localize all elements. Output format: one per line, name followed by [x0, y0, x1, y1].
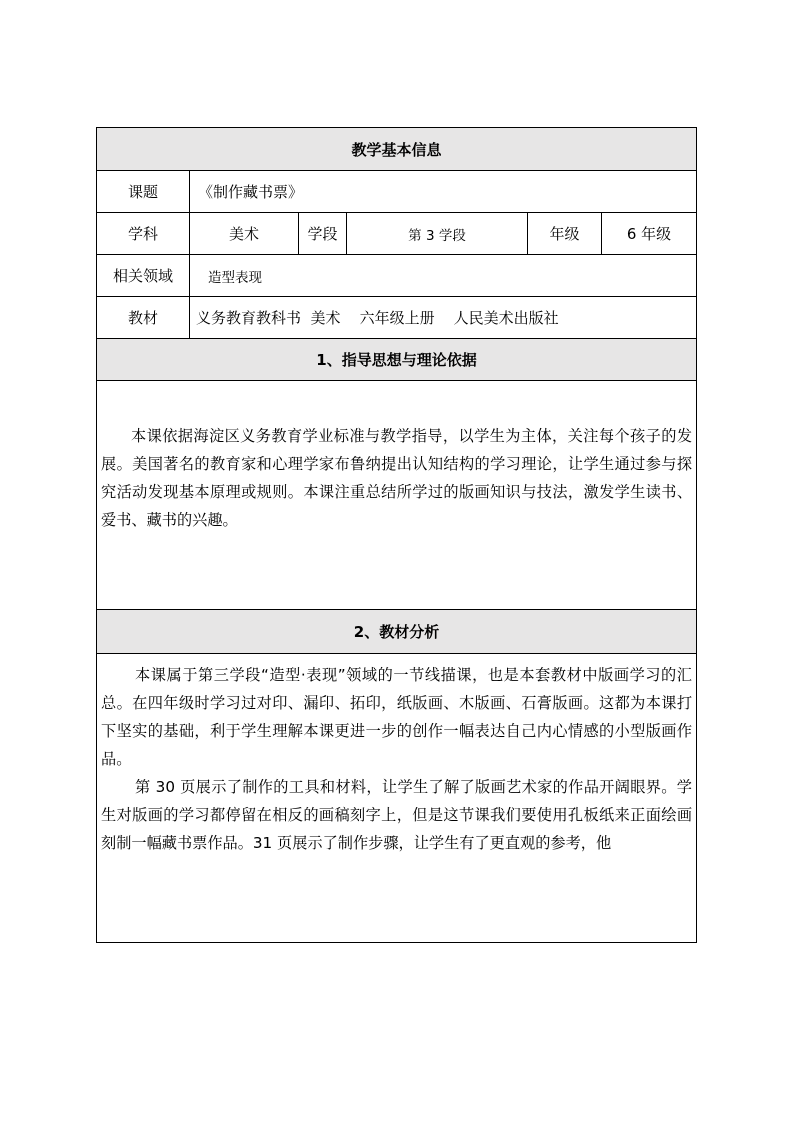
lesson-info-table: [96, 127, 697, 943]
textbook-row: [97, 297, 696, 339]
section2-heading: 2、教材分析: [97, 610, 696, 654]
textbook-label: 教材: [127, 309, 158, 327]
subject-label: 学科: [127, 225, 158, 243]
section2-paragraph-2: 第 30 页展示了制作的工具和材料，让学生了解了版画艺术家的作品开阔眼界。学生对版画的学习都停留在相反的画稿刻字上，但是这节课我们要使用孔板纸来正面绘画刻制一幅藏书票作品。31 页展示了制作步骤，让学生有了更直观的参考，他: [101, 778, 692, 852]
grade-label: 年级: [527, 213, 601, 254]
stage-value: 第 3 学段: [346, 213, 527, 254]
domain-value: 造型表现: [189, 255, 696, 296]
subject-row: [97, 213, 696, 255]
section2-body: [97, 654, 696, 942]
domain-label: 相关领域: [112, 267, 173, 285]
table-title: 教学基本信息: [97, 128, 696, 171]
domain-row: [97, 255, 696, 297]
stage-label: 学段: [298, 213, 346, 254]
topic-label: 课题: [127, 183, 158, 201]
section1-heading: 1、指导思想与理论依据: [97, 339, 696, 381]
grade-value: 6 年级: [601, 213, 696, 254]
section1-paragraph: 本课依据海淀区义务教育学业标准与教学指导，以学生为主体，关注每个孩子的发展。美国著名的教育家和心理学家布鲁纳提出认知结构的学习理论，让学生通过参与探究活动发现基本原理或规则。本课注重总结所学过的版画知识与技法，激发学生读书、爱书、藏书的兴趣。: [101, 427, 692, 529]
section1-body: [97, 381, 696, 610]
topic-value: 《制作藏书票》: [189, 171, 696, 212]
subject-value: 美术: [189, 213, 298, 254]
topic-row: [97, 171, 696, 213]
textbook-value: 义务教育教科书 美术 六年级上册 人民美术出版社: [189, 297, 696, 338]
section2-paragraph-1: 本课属于第三学段“造型·表现”领域的一节线描课，也是本套教材中版画学习的汇总。在四年级时学习过对印、漏印、拓印，纸版画、木版画、石膏版画。这都为本课打下坚实的基础，利于学生理解本课更进一步的创作一幅表达自己内心情感的小型版画作品。: [101, 666, 692, 768]
